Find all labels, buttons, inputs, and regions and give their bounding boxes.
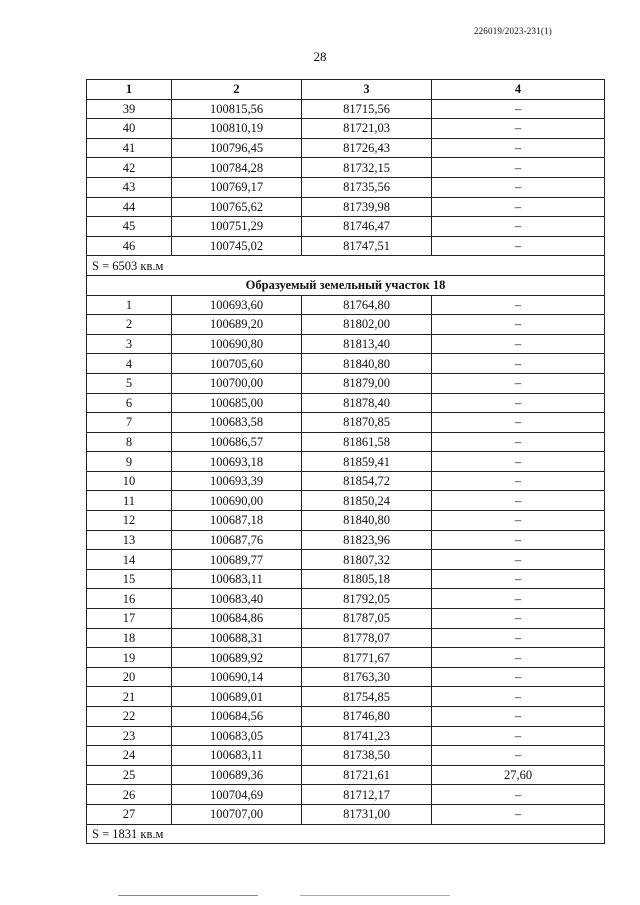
- table-cell: –: [432, 138, 605, 158]
- table-cell: 81763,30: [302, 667, 432, 687]
- table-cell: 81850,24: [302, 491, 432, 511]
- table-cell: 25: [87, 765, 172, 785]
- table-row: [87, 334, 605, 354]
- table-cell: 81792,05: [302, 589, 432, 609]
- table-cell: –: [432, 550, 605, 570]
- table-cell: 81732,15: [302, 158, 432, 178]
- table-cell: 100705,60: [172, 354, 302, 374]
- table-cell: 81870,85: [302, 413, 432, 433]
- table-cell: 100690,14: [172, 667, 302, 687]
- table-cell: 100796,45: [172, 138, 302, 158]
- table-cell: –: [432, 530, 605, 550]
- table-cell: 81764,80: [302, 295, 432, 315]
- table-cell: 100690,80: [172, 334, 302, 354]
- table-cell: 100689,36: [172, 765, 302, 785]
- table-row: [87, 138, 605, 158]
- table-cell: 17: [87, 609, 172, 629]
- table-row: [87, 491, 605, 511]
- table-cell: 100683,05: [172, 726, 302, 746]
- table-cell: 24: [87, 746, 172, 766]
- table-cell: –: [432, 628, 605, 648]
- table-cell: –: [432, 785, 605, 805]
- table-cell: 100689,77: [172, 550, 302, 570]
- table-cell: 81807,32: [302, 550, 432, 570]
- table-cell: 100688,31: [172, 628, 302, 648]
- table-row: [87, 589, 605, 609]
- table-cell: 100765,62: [172, 197, 302, 217]
- table-cell: 45: [87, 217, 172, 237]
- table-cell: 100687,18: [172, 511, 302, 531]
- table-row: [87, 687, 605, 707]
- table-cell: 81840,80: [302, 511, 432, 531]
- table-cell: 100683,40: [172, 589, 302, 609]
- table-cell: 81739,98: [302, 197, 432, 217]
- table-cell: 81805,18: [302, 569, 432, 589]
- table-cell: –: [432, 804, 605, 824]
- table-row: [87, 413, 605, 433]
- table-cell: 100689,20: [172, 315, 302, 335]
- table-cell: 27: [87, 804, 172, 824]
- table-cell: 81741,23: [302, 726, 432, 746]
- table-cell: 12: [87, 511, 172, 531]
- table-cell: 13: [87, 530, 172, 550]
- table-cell: 27,60: [432, 765, 605, 785]
- table-cell: –: [432, 511, 605, 531]
- table-cell: 100683,11: [172, 569, 302, 589]
- table-cell: 81738,50: [302, 746, 432, 766]
- document-id: 226019/2023-231(1): [473, 26, 552, 36]
- table-cell: –: [432, 119, 605, 139]
- table-cell: 100683,58: [172, 413, 302, 433]
- table-row: [87, 432, 605, 452]
- table-cell: –: [432, 648, 605, 668]
- table-cell: 8: [87, 432, 172, 452]
- table-row: [87, 354, 605, 374]
- table-cell: 100707,00: [172, 804, 302, 824]
- area-total-row: [87, 256, 605, 276]
- table-row: [87, 628, 605, 648]
- table-cell: 81879,00: [302, 373, 432, 393]
- table-cell: 81778,07: [302, 628, 432, 648]
- table-cell: 100689,01: [172, 687, 302, 707]
- table-row: [87, 550, 605, 570]
- table-cell: 100684,56: [172, 707, 302, 727]
- header-cell: 2: [172, 80, 302, 100]
- table-cell: 81854,72: [302, 471, 432, 491]
- section-title-row: [87, 275, 605, 295]
- table-cell: 100751,29: [172, 217, 302, 237]
- table-cell: 4: [87, 354, 172, 374]
- table-cell: –: [432, 354, 605, 374]
- table-cell: 7: [87, 413, 172, 433]
- table-cell: 100693,39: [172, 471, 302, 491]
- table-cell: 81746,47: [302, 217, 432, 237]
- page-number: 28: [313, 49, 327, 64]
- table-cell: –: [432, 609, 605, 629]
- table-row: [87, 511, 605, 531]
- table-cell: –: [432, 687, 605, 707]
- table-cell: –: [432, 197, 605, 217]
- table-cell: –: [432, 452, 605, 472]
- header-cell: 1: [87, 80, 172, 100]
- table-cell: 3: [87, 334, 172, 354]
- table-cell: 100784,28: [172, 158, 302, 178]
- table-cell: 81861,58: [302, 432, 432, 452]
- table-row: [87, 648, 605, 668]
- table-row: [87, 804, 605, 824]
- table-row: [87, 158, 605, 178]
- table-row: [87, 726, 605, 746]
- table-cell: 16: [87, 589, 172, 609]
- table-cell: –: [432, 373, 605, 393]
- table-cell: –: [432, 99, 605, 119]
- table-cell: 81746,80: [302, 707, 432, 727]
- table-cell: –: [432, 589, 605, 609]
- table-cell: 2: [87, 315, 172, 335]
- table-cell: 10: [87, 471, 172, 491]
- table-cell: 44: [87, 197, 172, 217]
- table-row: [87, 530, 605, 550]
- table-cell: 100810,19: [172, 119, 302, 139]
- table-cell: 81787,05: [302, 609, 432, 629]
- table-row: [87, 569, 605, 589]
- table-cell: 19: [87, 648, 172, 668]
- table-cell: –: [432, 177, 605, 197]
- table-cell: 42: [87, 158, 172, 178]
- table-cell: 81731,00: [302, 804, 432, 824]
- table-cell: 81823,96: [302, 530, 432, 550]
- table-row: [87, 785, 605, 805]
- table-cell: 100687,76: [172, 530, 302, 550]
- table-cell: –: [432, 746, 605, 766]
- section-title: Образуемый земельный участок 18: [87, 275, 605, 295]
- table-cell: 100690,00: [172, 491, 302, 511]
- table-cell: 41: [87, 138, 172, 158]
- table-cell: –: [432, 413, 605, 433]
- table-cell: 22: [87, 707, 172, 727]
- table-row: [87, 452, 605, 472]
- table-row: [87, 197, 605, 217]
- table-cell: 100815,56: [172, 99, 302, 119]
- table-cell: –: [432, 393, 605, 413]
- table-cell: –: [432, 491, 605, 511]
- table-cell: 26: [87, 785, 172, 805]
- table-cell: 81735,56: [302, 177, 432, 197]
- table-cell: 9: [87, 452, 172, 472]
- table-row: [87, 315, 605, 335]
- table-cell: 100685,00: [172, 393, 302, 413]
- table-cell: 11: [87, 491, 172, 511]
- table-cell: 23: [87, 726, 172, 746]
- scan-artifact-line: [118, 895, 258, 896]
- table-cell: 15: [87, 569, 172, 589]
- area-total-row: [87, 824, 605, 844]
- coordinates-table: [86, 79, 605, 844]
- table-cell: 81840,80: [302, 354, 432, 374]
- table-cell: 100704,69: [172, 785, 302, 805]
- table-cell: 81859,41: [302, 452, 432, 472]
- table-cell: –: [432, 295, 605, 315]
- table-row: [87, 99, 605, 119]
- area-total: S = 1831 кв.м: [87, 824, 605, 844]
- table-row: [87, 295, 605, 315]
- table-row: [87, 746, 605, 766]
- table-cell: –: [432, 158, 605, 178]
- table-cell: 81813,40: [302, 334, 432, 354]
- table-cell: –: [432, 726, 605, 746]
- table-row: [87, 765, 605, 785]
- table-cell: 43: [87, 177, 172, 197]
- table-cell: 100700,00: [172, 373, 302, 393]
- table-cell: –: [432, 667, 605, 687]
- table-cell: –: [432, 707, 605, 727]
- table-cell: 100684,86: [172, 609, 302, 629]
- table-cell: 81715,56: [302, 99, 432, 119]
- table-cell: 81726,43: [302, 138, 432, 158]
- table-cell: 39: [87, 99, 172, 119]
- table-cell: –: [432, 236, 605, 256]
- table-row: [87, 119, 605, 139]
- table-row: [87, 609, 605, 629]
- table-cell: 81754,85: [302, 687, 432, 707]
- table-row: [87, 217, 605, 237]
- table-row: [87, 707, 605, 727]
- table-cell: 46: [87, 236, 172, 256]
- table-cell: –: [432, 432, 605, 452]
- table-cell: –: [432, 471, 605, 491]
- table-cell: 5: [87, 373, 172, 393]
- table-cell: 100745,02: [172, 236, 302, 256]
- table-cell: 6: [87, 393, 172, 413]
- table-cell: –: [432, 334, 605, 354]
- table-cell: 21: [87, 687, 172, 707]
- table-cell: 81712,17: [302, 785, 432, 805]
- table-cell: 100689,92: [172, 648, 302, 668]
- header-cell: 4: [432, 80, 605, 100]
- table-cell: 14: [87, 550, 172, 570]
- table-cell: 81721,03: [302, 119, 432, 139]
- area-total: S = 6503 кв.м: [87, 256, 605, 276]
- table-cell: 81747,51: [302, 236, 432, 256]
- table-cell: 100769,17: [172, 177, 302, 197]
- table-cell: 40: [87, 119, 172, 139]
- table-cell: –: [432, 569, 605, 589]
- table-cell: 81721,61: [302, 765, 432, 785]
- table-cell: 18: [87, 628, 172, 648]
- table-cell: 81878,40: [302, 393, 432, 413]
- table-row: [87, 471, 605, 491]
- table-row: [87, 177, 605, 197]
- table-cell: 100686,57: [172, 432, 302, 452]
- table-header-row: [87, 80, 605, 100]
- table-cell: –: [432, 217, 605, 237]
- table-row: [87, 236, 605, 256]
- table-row: [87, 373, 605, 393]
- table-cell: 100693,18: [172, 452, 302, 472]
- scan-artifact-line: [300, 895, 450, 896]
- table-cell: 100683,11: [172, 746, 302, 766]
- table-cell: 1: [87, 295, 172, 315]
- table-row: [87, 393, 605, 413]
- table-cell: 20: [87, 667, 172, 687]
- table-cell: –: [432, 315, 605, 335]
- header-cell: 3: [302, 80, 432, 100]
- table-cell: 81802,00: [302, 315, 432, 335]
- table-cell: 81771,67: [302, 648, 432, 668]
- table-row: [87, 667, 605, 687]
- table-cell: 100693,60: [172, 295, 302, 315]
